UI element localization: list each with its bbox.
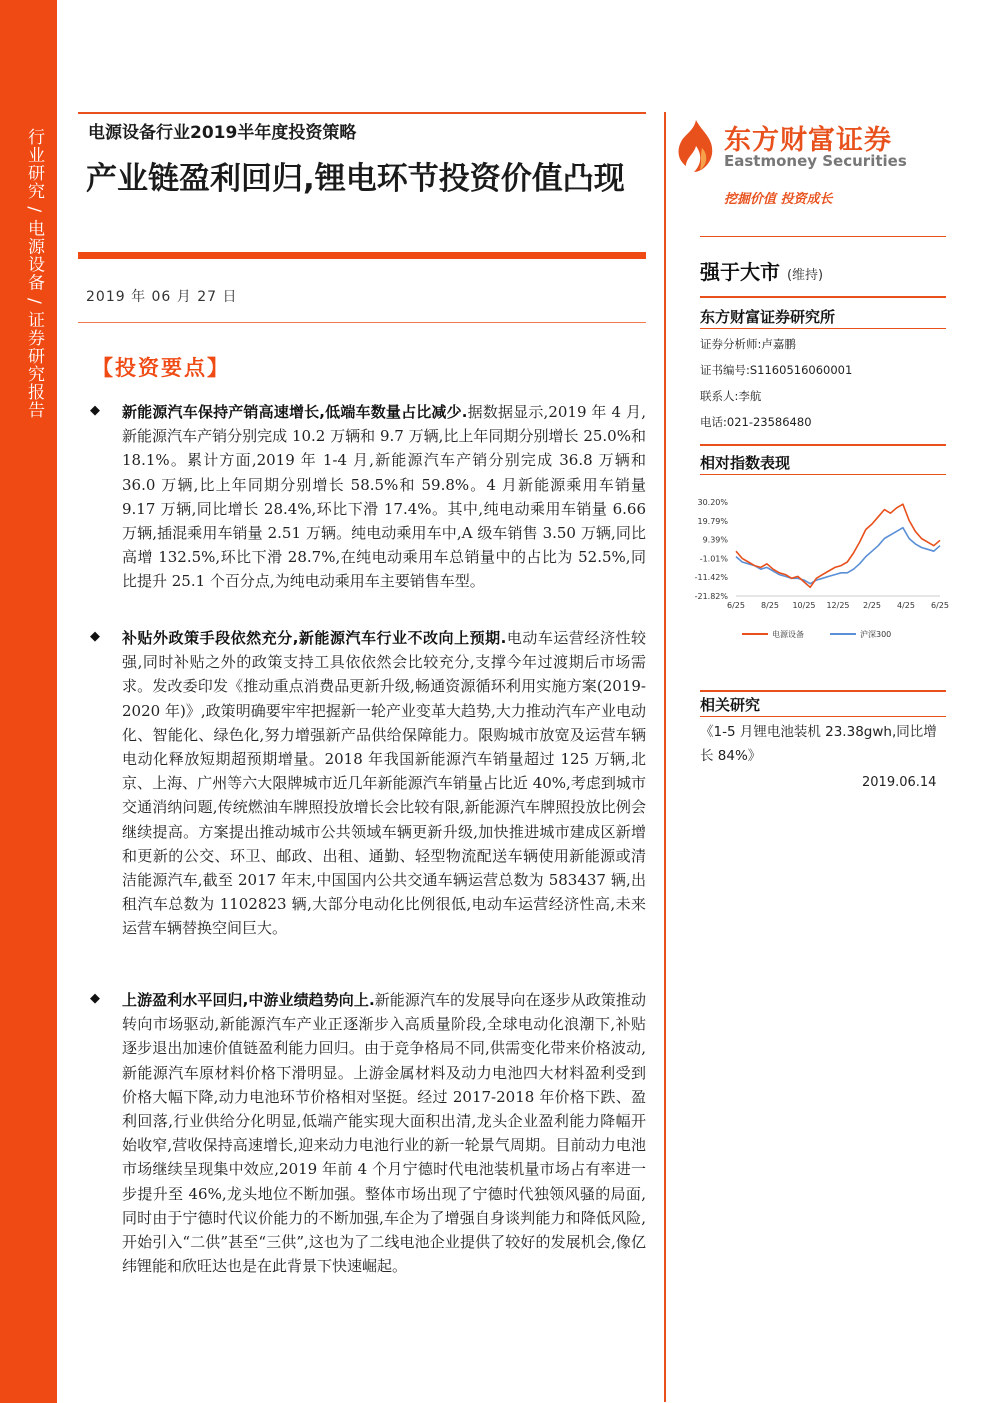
chart-heading-line	[700, 474, 946, 475]
x-tick-label: 6/25	[931, 601, 949, 610]
cert-number: 证书编号:S1160516060001	[700, 363, 853, 377]
point-lead: 上游盈利水平回归,中游业绩趋势向上.	[122, 991, 375, 1009]
contact-person: 联系人:李航	[700, 389, 762, 403]
legend-label: 沪深300	[860, 630, 892, 639]
section-heading: 【投资要点】	[92, 356, 230, 380]
research-heading: 相关研究	[700, 696, 761, 714]
chart-heading: 相对指数表现	[700, 454, 791, 472]
y-tick-label: 9.39%	[702, 535, 728, 545]
y-tick-label: 19.79%	[697, 516, 728, 526]
point-body: 据数据显示,2019 年 4 月,新能源汽车产销分别完成 10.2 万辆和 9.7 万辆,比上年同期分别增长 25.0%和 18.1%。累计方面,2019 年 1-4 月,新能源汽车产销分别完成 36.8 万辆和 36.0 万辆,比上年同期分别增长 58.5%和 59.8%。4 月新能源乘用车销量 9.17 万辆,同比增长 28.4%,环比下滑 17.4%。其中,纯电动乘用车销量 6.66 万辆,插混乘用车销量 2.51 万辆。纯电动乘用车中,A 级车销售 3.50 万辆,同比高增 132.5%,环比下滑 28.7%,在纯电动乘用车总销量中的占比为 52.5%,同比提升 25.1 个百分点,为纯电动乘用车主要销售车型。	[122, 403, 646, 591]
y-tick-label: -11.42%	[694, 573, 728, 583]
phone-number: 电话:021-23586480	[700, 415, 812, 429]
research-top-line	[700, 690, 946, 692]
x-tick-label: 10/25	[792, 601, 816, 610]
point-paragraph	[122, 626, 646, 941]
sidebar-category-text: 行业研究 / 电源设备 / 证券研究报告	[24, 128, 44, 420]
sidebar-bar	[0, 0, 57, 1403]
brand-english: Eastmoney Securities	[724, 152, 907, 170]
brand-slogan: 挖掘价值 投资成长	[724, 192, 833, 207]
point-lead: 补贴外政策手段依然充分,新能源汽车行业不改向上预期.	[122, 629, 507, 647]
header-top-line	[78, 112, 646, 114]
report-title: 产业链盈利回归,锂电环节投资价值凸现	[86, 161, 625, 197]
title-underline-bar	[78, 252, 646, 259]
series-line	[736, 528, 940, 584]
diamond-bullet-icon: ◆	[90, 403, 100, 418]
investment-point-1	[90, 400, 646, 594]
rating-note: (维持)	[786, 268, 824, 283]
research-item-title[interactable]: 《1-5 月锂电池装机 23.38gwh,同比增长 84%》	[700, 724, 937, 764]
diamond-bullet-icon: ◆	[90, 629, 100, 644]
brand-name: 东方财富证券	[724, 125, 892, 156]
y-tick-label: 30.20%	[697, 498, 728, 507]
investment-point-2	[90, 626, 646, 941]
rating-top-line	[700, 236, 946, 237]
point-paragraph	[122, 988, 646, 1278]
rating-block	[700, 256, 823, 285]
point-paragraph	[122, 400, 646, 594]
diamond-bullet-icon: ◆	[90, 991, 100, 1006]
research-item-date: 2019.06.14	[862, 775, 937, 790]
report-date: 2019 年 06 月 27 日	[86, 289, 238, 305]
legend-label: 电源设备	[772, 630, 804, 639]
flame-logo-icon	[672, 118, 720, 174]
relative-index-chart	[690, 490, 952, 650]
column-divider	[664, 112, 666, 1402]
investment-point-3	[90, 988, 646, 1278]
chart-top-line	[700, 444, 946, 446]
x-tick-label: 8/25	[761, 601, 779, 610]
x-tick-label: 6/25	[727, 601, 745, 610]
y-tick-label: -21.82%	[694, 592, 728, 601]
x-tick-label: 12/25	[826, 601, 850, 610]
institute-name: 东方财富证券研究所	[700, 308, 836, 326]
series-line	[736, 504, 940, 587]
chart-svg	[690, 490, 952, 650]
x-tick-label: 2/25	[863, 601, 881, 610]
point-lead: 新能源汽车保持产销高速增长,低端车数量占比减少.	[122, 403, 468, 421]
report-subtitle: 电源设备行业2019半年度投资策略	[88, 123, 357, 143]
research-heading-line	[700, 716, 946, 717]
analyst-name: 证券分析师:卢嘉鹏	[700, 337, 796, 351]
x-tick-label: 4/25	[897, 601, 915, 610]
rating-label: 强于大市	[700, 260, 780, 284]
date-divider	[78, 322, 646, 323]
y-tick-label: -1.01%	[699, 554, 728, 564]
institute-line	[700, 328, 946, 329]
brand-logo	[672, 116, 952, 176]
point-body: 新能源汽车的发展导向在逐步从政策推动转向市场驱动,新能源汽车产业正逐渐步入高质量阶段,全球电动化浪潮下,补贴逐步退出加速价值链盈利能力回归。由于竞争格局不同,供需变化带来价格波动,新能源汽车原材料价格下滑明显。上游金属材料及动力电池四大材料盈利受到价格大幅下降,动力电池环节价格相对坚挺。经过 2017-2018 年价格下跌、盈利回落,行业供给分化明显,低端产能实现大面积出清,龙头企业盈利能力降幅开始收窄,营收保持高速增长,迎来动力电池行业的新一轮景气周期。目前动力电池市场继续呈现集中效应,2019 年前 4 个月宁德时代电池装机量市场占有率进一步提升至 46%,龙头地位不断加强。整体市场出现了宁德时代独领风骚的局面,同时由于宁德时代议价能力的不断加强,车企为了增强自身谈判能力和降低风险,开始引入“二供”甚至“三供”,这也为了二线电池企业提供了较好的发展机会,像亿纬锂能和欣旺达也是在此背景下快速崛起。	[122, 991, 646, 1276]
point-body: 电动车运营经济性较强,同时补贴之外的政策支持工具依依然会比较充分,支撑今年过渡期后市场需求。发改委印发《推动重点消费品更新升级,畅通资源循环利用实施方案(2019-2020 年)》,政策明确要牢牢把握新一轮产业变革大趋势,大力推动汽车产业电动化、智能化、绿色化,努力增强新产品供给保障能力。限购城市放宽及运营车辆电动化释放短期超预期增量。2018 年我国新能源汽车销量超过 125 万辆,北京、上海、广州等六大限牌城市近几年新能源汽车销量占比近 40%,考虑到城市交通消纳问题,传统燃油车牌照投放增长会比较有限,新能源汽车牌照投放比例会继续提高。方案提出推动城市公共领域车辆更新升级,加快推进城市建成区新增和更新的公交、环卫、邮政、出租、通勤、轻型物流配送车辆使用新能源或清洁能源汽车,截至 2017 年末,中国国内公共交通车辆运营总数为 583437 辆,出租汽车总数为 1102823 辆,大部分电动化比例很低,电动车运营经济性高,未来运营车辆替换空间巨大。	[122, 629, 646, 938]
rating-bottom-line	[700, 296, 946, 298]
